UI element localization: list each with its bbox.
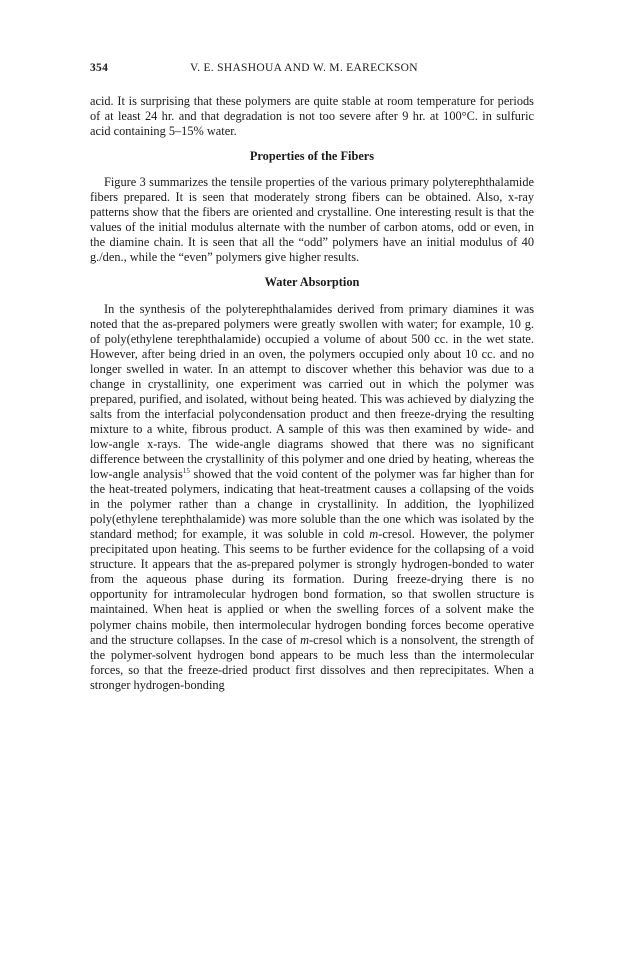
paragraph-acid-stability: acid. It is surprising that these polymers are quite stable at room temperature for periods of at least 24 hr. and that degradation is not too severe after 9 hr. at 100°C. in sulfuric acid containing 5–15% water. bbox=[90, 94, 534, 139]
section-heading-water-absorption: Water Absorption bbox=[264, 275, 360, 290]
paragraph-water-absorption bbox=[90, 302, 534, 693]
article-body bbox=[90, 94, 534, 693]
running-header bbox=[90, 62, 530, 78]
text-segment: -cresol. However, the polymer precipitated upon heating. This seems to be further evidence for the collapsing of a void structure. It appears that the as-prepared polymer is strongly hydrogen-bonded to water from the aqueous phase during its formation. During freeze-drying there is no opportunity for intramolecular hydrogen bond formation, so that swollen structure is maintained. When heat is applied or when the swelling forces of a solvent make the polymer chains mobile, then intermolecular hydrogen bonding forces become operative and the structure collapses. In the case of bbox=[90, 527, 534, 647]
running-head-authors: V. E. SHASHOUA AND W. M. EARECKSON bbox=[190, 62, 418, 74]
section-heading-fiber-properties: Properties of the Fibers bbox=[249, 149, 375, 164]
text-segment: showed that the void content of the polymer was far higher than for the heat-treated polymers, indicating that heat-treatment causes a collapsing of the voids in the polymer rather than a change in crystallinity. In addition, the lyophilized poly(ethylene terephthalamide) was more soluble than the one which was isolated by the standard method; for example, it was soluble in cold bbox=[90, 467, 534, 542]
page-number: 354 bbox=[90, 62, 109, 74]
text-segment: -cresol which is a nonsolvent, the strength of the polymer-solvent hydrogen bond appears to be much less than the intermolecular forces, so that the freeze-dried product first dissolves and then reprecipitates. When a stronger hydrogen-bonding bbox=[90, 632, 534, 692]
italic-m: m bbox=[369, 527, 379, 542]
italic-m: m bbox=[300, 632, 309, 647]
reference-superscript: 15 bbox=[182, 466, 190, 475]
text-segment: In the synthesis of the polyterephthalamides derived from primary diamines it was noted that the as-prepared polymers were greatly swollen with water; for example, 10 g. of poly(ethylene terephthalamide) occupied a volume of about 500 cc. in the wet state. However, after being dried in an oven, the polymers occupied only about 10 cc. and no longer swelled in water. In an attempt to discover whether this behavior was due to a change in crystallinity, one experiment was carried out in which the polymer was prepared, purified, and isolated, without being heated. This was achieved by dialyzing the salts from the interfacial polycondensation product and then freeze-drying the resulting mixture to a white, fibrous product. A sample of this was then examined by wide- and low-angle x-rays. The wide-angle diagrams showed that there was no significant difference between the crystallinity of this polymer and one dried by heating, whereas the low-angle analysis bbox=[90, 301, 534, 482]
paragraph-fiber-properties: Figure 3 summarizes the tensile properties of the various primary polyterephthalamide fibers prepared. It is seen that moderately strong fibers can be obtained. Also, x-ray patterns show that the fibers are oriented and crystalline. One interesting result is that the values of the initial modulus alternate with the number of carbon atoms, odd or even, in the diamine chain. It is seen that all the “odd” polymers have an initial modulus of 40 g./den., while the “even” polymers give higher results. bbox=[90, 175, 534, 265]
